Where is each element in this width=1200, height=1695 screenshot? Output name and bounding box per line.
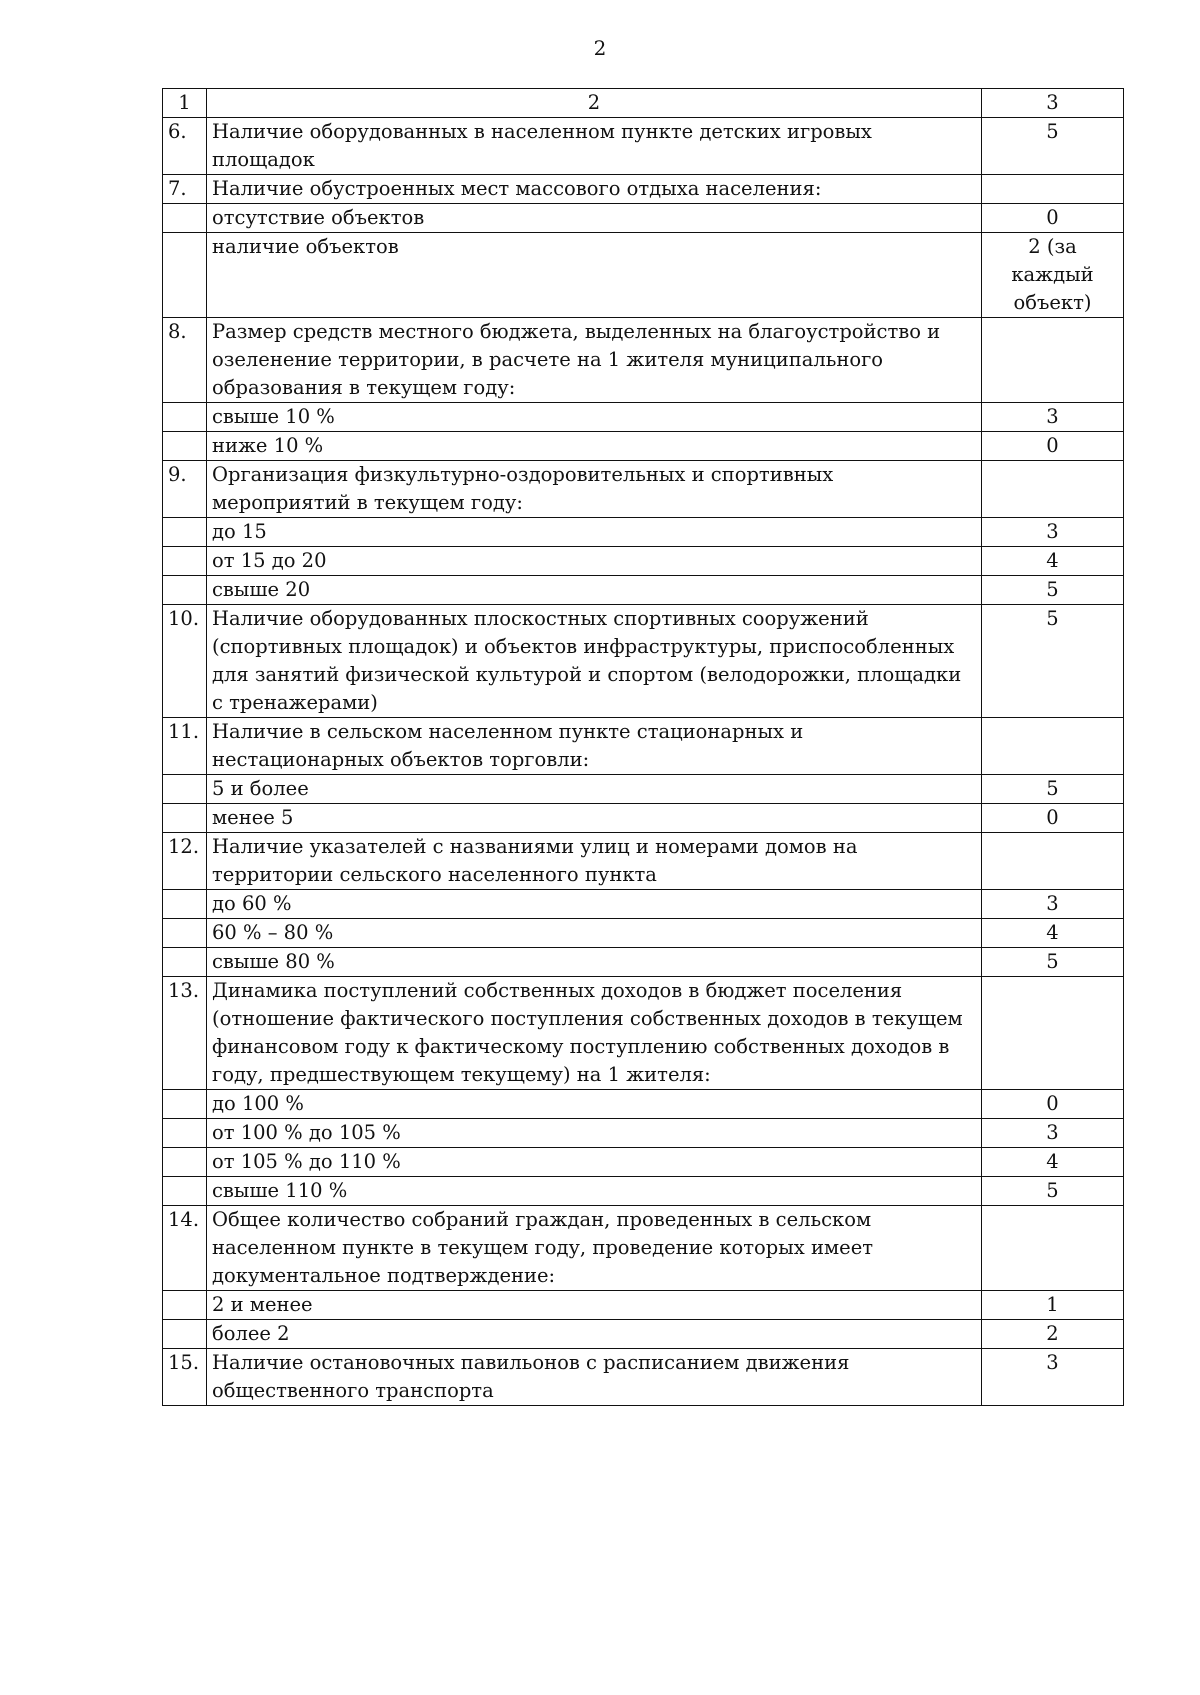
table-row [163,890,1124,919]
row-score: 0 [982,804,1124,833]
row-description: 60 % – 80 % [207,919,982,948]
table-row [163,233,1124,318]
row-description: Размер средств местного бюджета, выделенных на благоустройство и озеленение территории, в расчете на 1 жителя муниципального образования в текущем году: [207,318,982,403]
row-number [163,804,207,833]
row-score: 5 [982,948,1124,977]
table-row [163,204,1124,233]
table-row [163,833,1124,890]
row-number: 14. [163,1206,207,1291]
table-row [163,948,1124,977]
table-row [163,1119,1124,1148]
row-number: 9. [163,461,207,518]
row-score: 3 [982,1349,1124,1406]
table-row [163,1206,1124,1291]
table-row [163,1320,1124,1349]
row-score [982,977,1124,1090]
row-score [982,318,1124,403]
row-number [163,1119,207,1148]
header-cell-num: 1 [163,89,207,118]
table-header-row [163,89,1124,118]
row-score: 3 [982,890,1124,919]
row-number: 7. [163,175,207,204]
row-score: 3 [982,403,1124,432]
table-row [163,1090,1124,1119]
table-row [163,118,1124,175]
table-row [163,576,1124,605]
header-cell-desc: 2 [207,89,982,118]
row-score: 0 [982,204,1124,233]
row-description: Общее количество собраний граждан, проведенных в сельском населенном пункте в текущем году, проведение которых имеет документальное подтверждение: [207,1206,982,1291]
row-number: 10. [163,605,207,718]
row-number: 6. [163,118,207,175]
row-number [163,890,207,919]
table-row [163,547,1124,576]
row-description: Организация физкультурно-оздоровительных и спортивных мероприятий в текущем году: [207,461,982,518]
row-description: Наличие в сельском населенном пункте стационарных и нестационарных объектов торговли: [207,718,982,775]
row-number [163,547,207,576]
row-number [163,403,207,432]
row-score: 5 [982,775,1124,804]
row-score: 5 [982,1177,1124,1206]
table-row [163,605,1124,718]
row-score: 3 [982,518,1124,547]
table-row [163,1349,1124,1406]
row-number: 11. [163,718,207,775]
table-row [163,461,1124,518]
row-number: 12. [163,833,207,890]
table-row [163,403,1124,432]
row-score [982,718,1124,775]
row-description: 2 и менее [207,1291,982,1320]
row-description: свыше 80 % [207,948,982,977]
row-number [163,233,207,318]
criteria-table [162,88,1124,1406]
table-row [163,919,1124,948]
row-score: 2 (за каждый объект) [982,233,1124,318]
row-description: Наличие оборудованных в населенном пункте детских игровых площадок [207,118,982,175]
table-row [163,804,1124,833]
row-description: Наличие указателей с названиями улиц и номерами домов на территории сельского населенного пункта [207,833,982,890]
row-description: Динамика поступлений собственных доходов в бюджет поселения (отношение фактического поступления собственных доходов в текущем финансовом году к фактическому поступлению собственных доходов в году, предшествующем текущему) на 1 жителя: [207,977,982,1090]
row-description: свыше 110 % [207,1177,982,1206]
row-score: 5 [982,605,1124,718]
row-number: 8. [163,318,207,403]
row-score: 1 [982,1291,1124,1320]
row-score: 4 [982,919,1124,948]
row-score [982,833,1124,890]
row-number [163,576,207,605]
row-description: свыше 10 % [207,403,982,432]
row-number [163,1291,207,1320]
row-description: менее 5 [207,804,982,833]
table-row [163,318,1124,403]
row-description: от 100 % до 105 % [207,1119,982,1148]
row-number [163,518,207,547]
table-row [163,1148,1124,1177]
header-cell-value: 3 [982,89,1124,118]
row-description: Наличие обустроенных мест массового отдыха населения: [207,175,982,204]
row-description: наличие объектов [207,233,982,318]
table-row [163,518,1124,547]
row-score: 5 [982,576,1124,605]
table-row [163,977,1124,1090]
row-number [163,1090,207,1119]
row-description: до 100 % [207,1090,982,1119]
row-description: Наличие оборудованных плоскостных спортивных сооружений (спортивных площадок) и объектов инфраструктуры, приспособленных для занятий физической культурой и спортом (велодорожки, площадки с тренажерами) [207,605,982,718]
row-number [163,204,207,233]
page-number: 2 [593,36,607,60]
row-score: 0 [982,432,1124,461]
table-row [163,775,1124,804]
row-number [163,919,207,948]
row-description: более 2 [207,1320,982,1349]
row-score: 3 [982,1119,1124,1148]
row-score: 2 [982,1320,1124,1349]
row-score: 4 [982,547,1124,576]
table-row [163,1291,1124,1320]
row-score: 0 [982,1090,1124,1119]
row-description: от 105 % до 110 % [207,1148,982,1177]
row-number [163,1148,207,1177]
row-description: свыше 20 [207,576,982,605]
row-number [163,948,207,977]
row-score: 4 [982,1148,1124,1177]
row-description: до 60 % [207,890,982,919]
row-description: ниже 10 % [207,432,982,461]
row-number [163,432,207,461]
row-description: отсутствие объектов [207,204,982,233]
row-number: 13. [163,977,207,1090]
row-number [163,1320,207,1349]
row-score [982,1206,1124,1291]
row-description: Наличие остановочных павильонов с расписанием движения общественного транспорта [207,1349,982,1406]
row-number [163,1177,207,1206]
row-description: 5 и более [207,775,982,804]
row-description: от 15 до 20 [207,547,982,576]
table-row [163,1177,1124,1206]
table-row [163,432,1124,461]
row-number [163,775,207,804]
row-score [982,175,1124,204]
table-row [163,718,1124,775]
table-row [163,175,1124,204]
row-description: до 15 [207,518,982,547]
row-number: 15. [163,1349,207,1406]
row-score [982,461,1124,518]
row-score: 5 [982,118,1124,175]
